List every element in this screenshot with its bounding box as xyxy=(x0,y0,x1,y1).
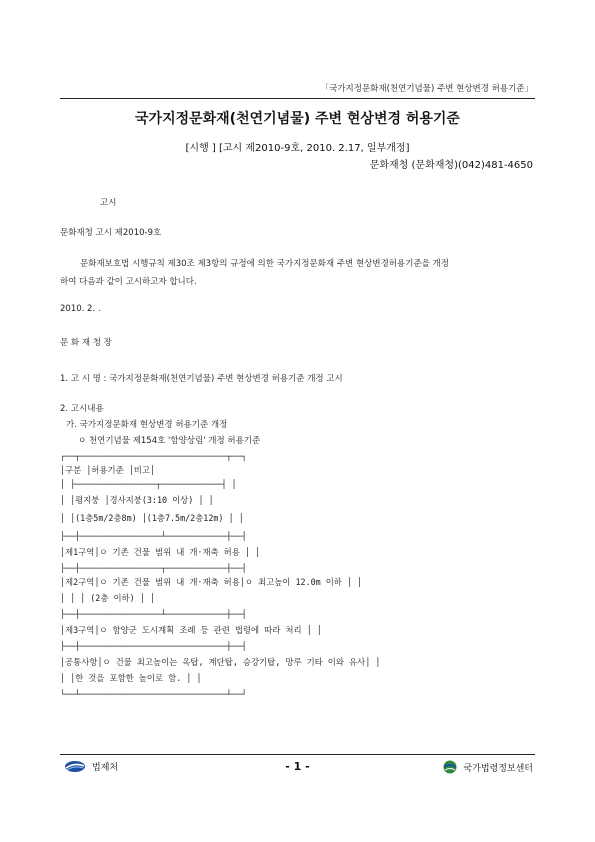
law-info-center-globe-icon xyxy=(443,760,457,774)
document-title: 국가지정문화재(천연기념물) 주변 현상변경 허용기준 xyxy=(135,111,460,127)
issuer-signature: 문 화 재 청 장 xyxy=(60,338,112,348)
table-line: ┌──┬─────────────────────────────┬──┐ xyxy=(60,451,247,461)
page-number: - 1 - xyxy=(285,760,310,773)
notice-number: 문화재청 고시 제2010-9호 xyxy=(60,228,162,238)
table-line: │구분 │허용기준 │비고│ xyxy=(60,465,155,475)
footer-right-label: 국가법령정보센터 xyxy=(463,763,533,774)
contact-info: 문화재청 (문화재청)(042)481-4650 xyxy=(369,160,533,171)
intro-paragraph-line1: 문화재보호법 시행규칙 제30조 제3항의 규정에 의한 국가지정문화재 주변 현상변경허용기준을 개정 xyxy=(80,259,449,269)
notice-label: 고시 xyxy=(100,198,117,208)
table-line: └──┴─────────────────────────────┴──┘ xyxy=(60,689,247,699)
item-2-content: 2. 고시내용 xyxy=(60,404,104,414)
table-line: │제3구역│ㅇ 함양군 도시계획 조례 등 관련 법령에 따라 처리 │ │ xyxy=(60,625,322,635)
table-line: │ │(1층5m/2층8m) │(1층7.5m/2층12m) │ │ xyxy=(60,513,244,523)
table-line: │제2구역│ㅇ 기존 건물 범위 내 개·재축 허용│ㅇ 최고높이 12.0m 이하 │ │ xyxy=(60,577,363,587)
footer-right xyxy=(443,760,533,774)
table-line: │공통사항│ㅇ 건물 최고높이는 옥탑, 계단탑, 승강기탑, 망루 기타 이와 유사│ │ xyxy=(60,657,381,667)
footer-left-label: 법제처 xyxy=(92,763,119,773)
table-line: ├──┼────────────────┴────────────┼──┤ xyxy=(60,609,247,619)
table-line: │ │ │ (2층 이하) │ │ xyxy=(60,593,155,603)
footer-rule xyxy=(60,754,535,755)
intro-paragraph-line2: 하여 다음과 같이 고시하고자 합니다. xyxy=(60,277,197,287)
effective-date-line: [시행 ] [고시 제2010-9호, 2010. 2.17, 일부개정] xyxy=(185,143,410,154)
header-rule xyxy=(60,98,535,99)
item-1-notice-name: 1. 고 시 명 : 국가지정문화재(천연기념물) 주변 현상변경 허용기준 개정 고시 xyxy=(60,374,343,384)
table-line: │제1구역│ㅇ 기존 건물 범위 내 개·재축 허용 │ │ xyxy=(60,547,261,557)
item-2-a-bullet: ㅇ 천연기념물 제154호 '함양상림' 개정 허용기준 xyxy=(78,436,261,446)
table-line: ├──┼────────────────┬────────────┼──┤ xyxy=(60,563,247,573)
running-header: 「국가지정문화재(천연기념물) 주변 현상변경 허용기준」 xyxy=(320,84,533,94)
table-line: │ │평지붕 │경사지붕(3:10 이상) │ │ xyxy=(60,495,214,505)
item-2-a: 가. 국가지정문화재 현상변경 허용기준 개정 xyxy=(66,420,228,430)
notice-date: 2010. 2. . xyxy=(60,304,101,314)
table-line: │ ├────────────────┬────────────┤ │ xyxy=(60,479,237,489)
table-line: │ │한 것을 포함한 높이로 함. │ │ xyxy=(60,673,202,683)
table-line: ├──┼────────────────┴────────────┼──┤ xyxy=(60,531,247,541)
table-line: ├──┼─────────────────────────────┼──┤ xyxy=(60,641,247,651)
